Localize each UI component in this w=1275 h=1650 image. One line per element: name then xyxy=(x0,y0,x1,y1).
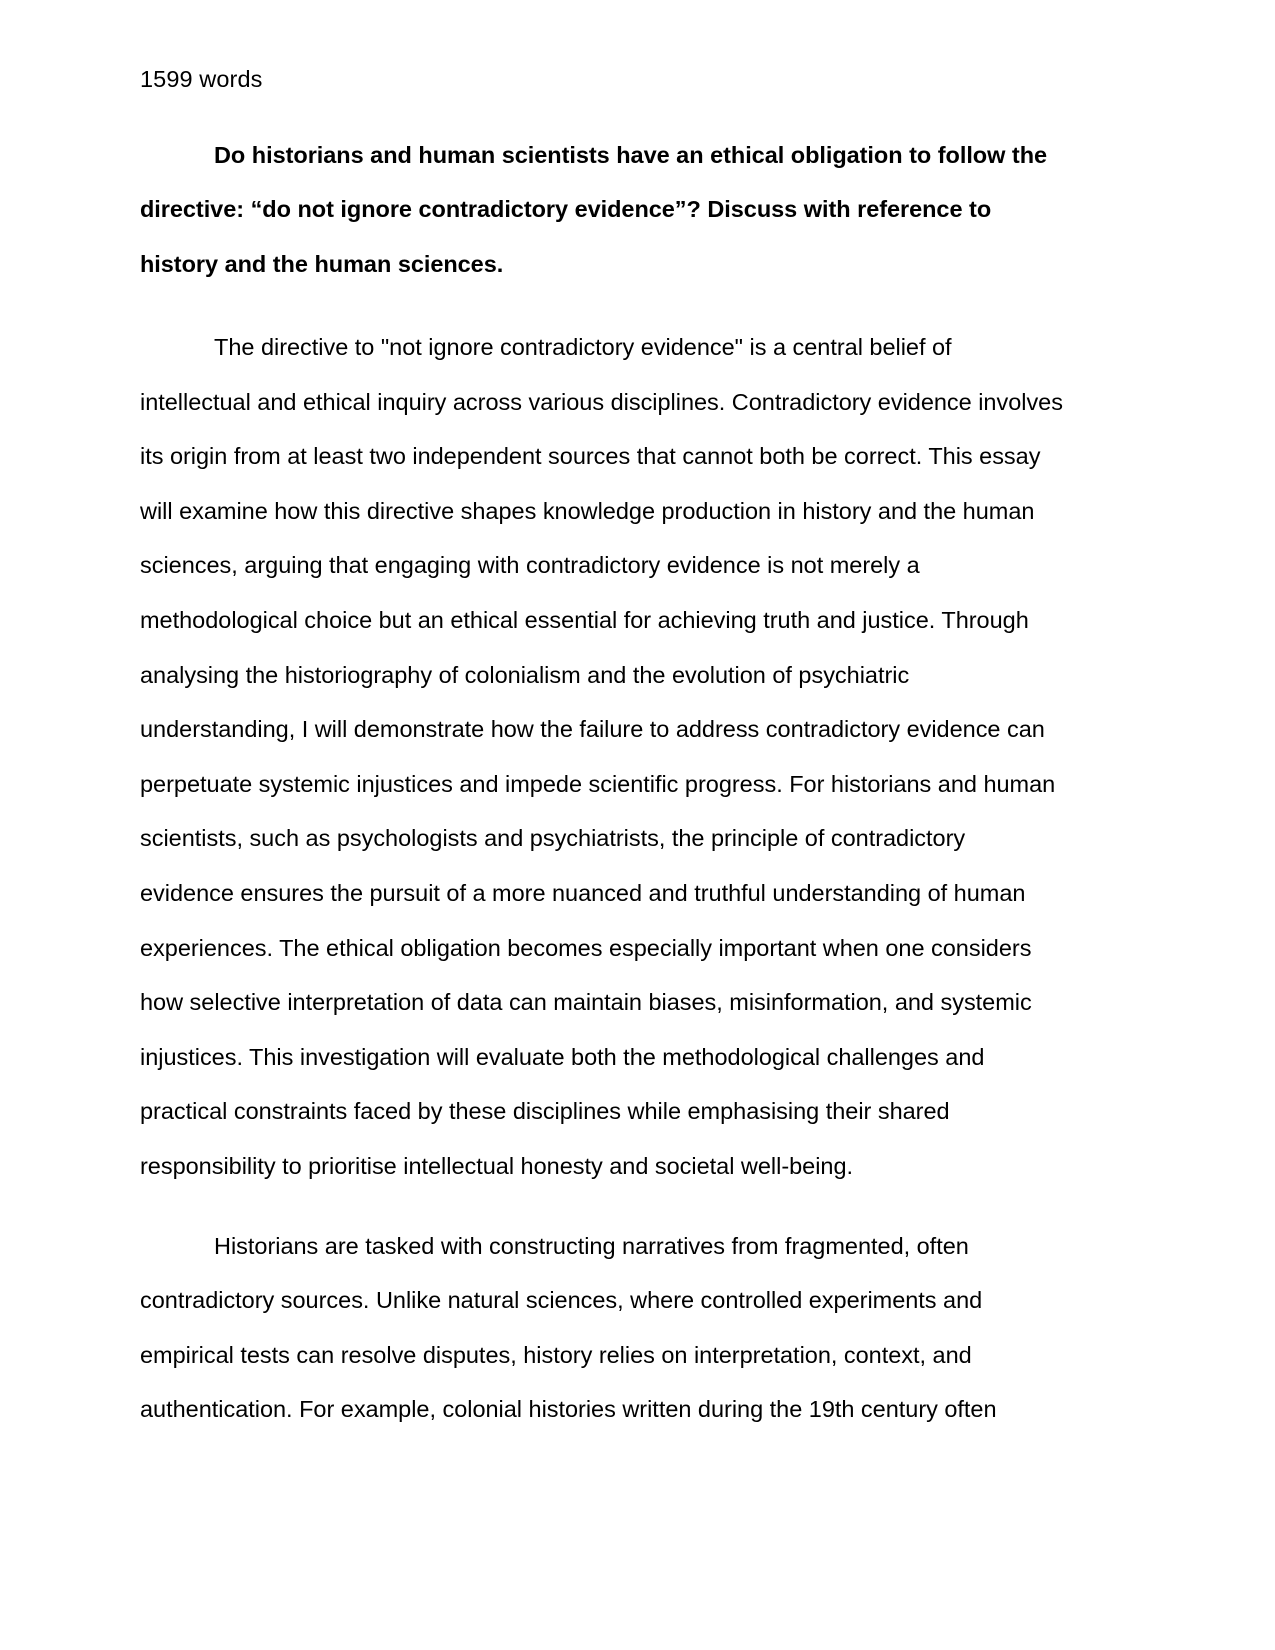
page-content xyxy=(140,0,1065,1437)
word-count-header: 1599 words xyxy=(140,66,263,92)
paragraph-historians: Historians are tasked with constructing narratives from fragmented, often contradictory sources. Unlike natural sciences, where controlled experiments and empirical tests can resolve disputes, history relies on interpretation, context, and authentication. For example, colonial histories written during the 19th century often xyxy=(140,1232,997,1423)
essay-title: Do historians and human scientists have an ethical obligation to follow the directive: “do not ignore contradictory evidence”? Discuss with reference to history and the human sciences. xyxy=(140,141,1048,277)
paragraph-introduction: The directive to "not ignore contradictory evidence" is a central belief of intellectual and ethical inquiry across various disciplines. Contradictory evidence involves its origin from at least two independent sources that cannot both be correct. This essay will examine how this directive shapes knowledge production in history and the human sciences, arguing that engaging with contradictory evidence is not merely a methodological choice but an ethical essential for achieving truth and justice. Through analysing the historiography of colonialism and the evolution of psychiatric understanding, I will demonstrate how the failure to address contradictory evidence can perpetuate systemic injustices and impede scientific progress. For historians and human scientists, such as psychologists and psychiatrists, the principle of contradictory evidence ensures the pursuit of a more nuanced and truthful understanding of human experiences. The ethical obligation becomes especially important when one considers how selective interpretation of data can maintain biases, misinformation, and systemic injustices. This investigation will evaluate both the methodological challenges and practical constraints faced by these disciplines while emphasising their shared responsibility to prioritise intellectual honesty and societal well-being. xyxy=(140,334,1063,1179)
